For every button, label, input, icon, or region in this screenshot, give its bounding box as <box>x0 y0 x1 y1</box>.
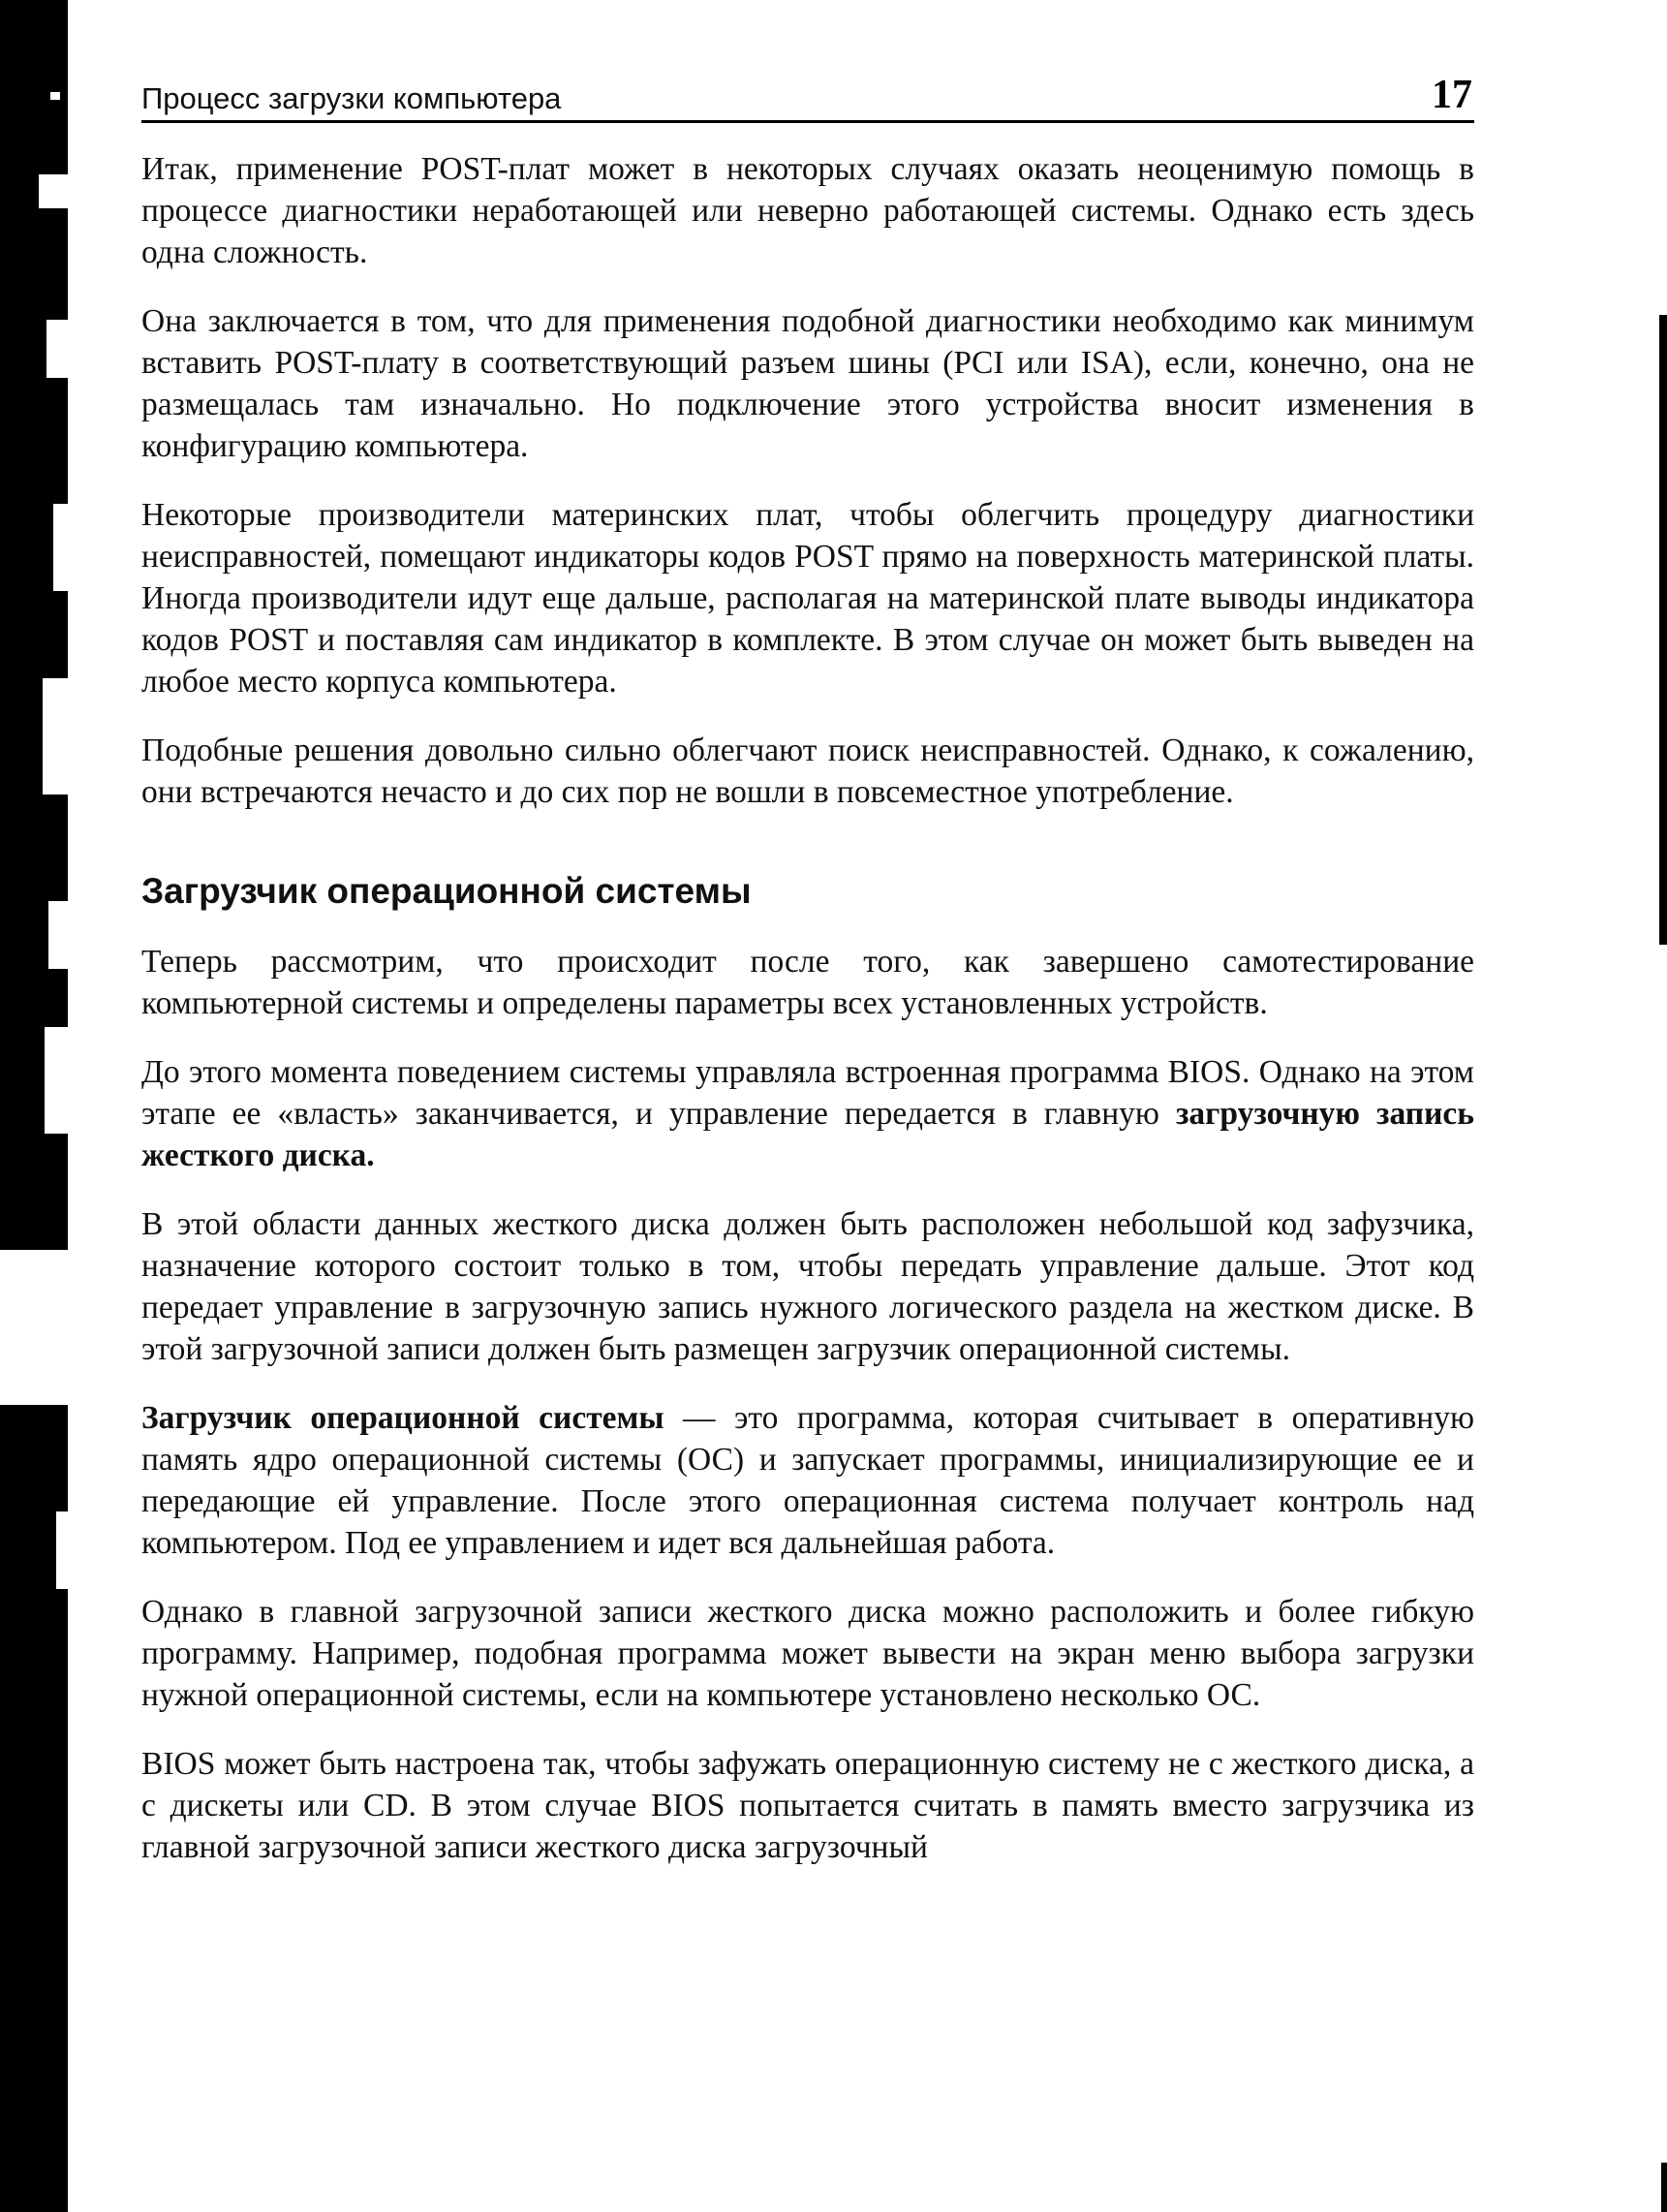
paragraph: В этой области данных жесткого диска должен быть расположен небольшой код зафузчика, назначение которого состоит только в том, чтобы передать управление дальше. Этот код передает управление в загрузочную запись нужного логического раздела на жестком диске. В этой загрузочной записи должен быть размещен загрузчик операционной системы. <box>141 1206 1474 1367</box>
paragraph-text: — это программа, которая считывает в оперативную память ядро операционной системы (ОС) и запускает программы, инициализирующие ее и передающие ей управление. После этого операционная система получает контроль над компьютером. Под ее управлением и идет вся дальнейшая работа. <box>141 1400 1474 1561</box>
paragraph: Подобные решения довольно сильно облегчают поиск неисправностей. Однако, к сожалению, они встречаются нечасто и до сих пор не вошли в повсеместное употребление. <box>141 732 1474 810</box>
scan-right-edge-mark <box>1659 315 1667 945</box>
paragraph: Некоторые производители материнских плат, чтобы облегчить процедуру диагностики неисправностей, помещают индикаторы кодов POST прямо на поверхность материнской платы. Иногда производители идут еще дальше, располагая на материнской плате выводы индикатора кодов POST и поставляя сам индикатор в комплекте. В этом случае он может быть выведен на любое место корпуса компьютера. <box>141 497 1474 700</box>
scan-binding-edge <box>0 0 68 2212</box>
running-title: Процесс загрузки компьютера <box>141 81 562 115</box>
paragraph <box>141 1051 1474 1176</box>
page-content <box>141 148 1474 1868</box>
section-heading: Загрузчик операционной системы <box>141 871 752 911</box>
running-header <box>141 68 1474 123</box>
paragraph: Она заключается в том, что для применения подобной диагностики необходимо как минимум вставить POST-плату в соответствующий разъем шины (PCI или ISA), если, конечно, она не размещалась там изначально. Но подключение этого устройства вносит изменения в конфигурацию компьютера. <box>141 303 1474 464</box>
page-number: 17 <box>1432 73 1472 117</box>
bold-term: загрузочную запись жесткого диска. <box>141 1096 1474 1173</box>
bold-term: Загрузчик операционной системы <box>141 1400 664 1436</box>
paragraph-text: До этого момента поведением системы управляла встроенная программа BIOS. Однако на этом этапе ее «власть» заканчивается, и управление передается в главную <box>141 1054 1474 1132</box>
paragraph: Однако в главной загрузочной записи жесткого диска можно расположить и более гибкую программу. Например, подобная программа может вывести на экран меню выбора загрузки нужной операционной системы, если на компьютере установлено несколько ОС. <box>141 1594 1474 1713</box>
paragraph: Теперь рассмотрим, что происходит после того, как завершено самотестирование компьютерной системы и определены параметры всех установленных устройств. <box>141 944 1474 1021</box>
paragraph <box>141 1397 1474 1564</box>
paragraph: Итак, применение POST-плат может в некоторых случаях оказать неоценимую помощь в процессе диагностики неработающей или неверно работающей системы. Однако есть здесь одна сложность. <box>141 151 1474 270</box>
book-page <box>141 68 1474 1895</box>
paragraph: BIOS может быть настроена так, чтобы зафужать операционную систему не с жесткого диска, а с дискеты или CD. В этом случае BIOS попытается считать в память вместо загрузчика из главной загрузочной записи жесткого диска загрузочный <box>141 1746 1474 1865</box>
scan-right-edge-tick <box>1661 2163 1667 2212</box>
